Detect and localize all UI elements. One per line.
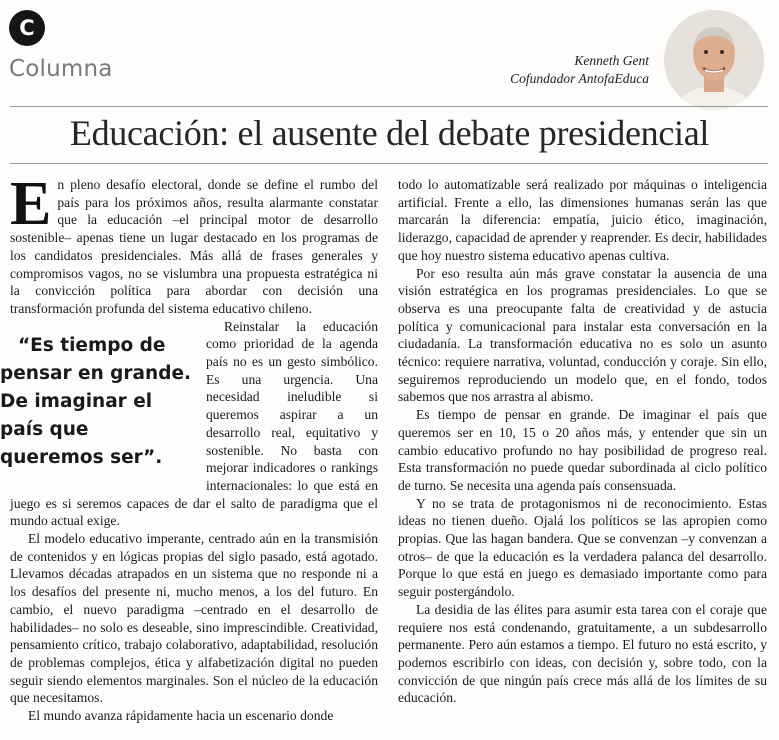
paragraph: todo lo automatizable será realizado por máquinas o inteligencia artificial. Frente a ello, las dimensiones humanas serán las que marcarán la diferencia: empatía, juicio ético, imaginación, liderazgo, capacidad de aprender y reaprender. Es decir, habilidades que hoy nuestro sistema educativo apenas cultiva.	[398, 177, 767, 263]
paragraph: La desidia de las élites para asumir esta tarea con el coraje que requiere nos está condenando, gratuitamente, a un subdesarrollo permanente. Pero aún estamos a tiempo. El futuro no está escrito, y podemos escribirlo con ideas, con decisión y, sobre todo, con la convicción de que ningún país crece más allá de los límites de su educación.	[398, 601, 767, 706]
left-column	[0, 170, 378, 725]
portrait-image	[664, 10, 764, 110]
author-photo	[664, 10, 764, 110]
pull-quote: “Es tiempo de pensar en grande. De imaginar el país que queremos ser”.	[0, 334, 192, 468]
author-role: Cofundador AntofaEduca	[510, 71, 649, 86]
paragraph: Es tiempo de pensar en grande. De imaginar el país que queremos ser en 10, 15 o 20 años más, y entender que sin un cambio educativo profundo no hay posibilidad de progreso real. Esta transformación no puede quedar subordinada al ciclo político de turno. Se necesita una agenda país consensuada.	[398, 407, 767, 493]
section-badge: C	[9, 10, 45, 46]
author-name: Kenneth Gent	[574, 53, 649, 68]
author-byline	[510, 52, 649, 88]
section-label: Columna	[9, 56, 113, 82]
paragraph: El modelo educativo imperante, centrado aún en la transmisión de contenidos y en lógicas propias del siglo pasado, está agotado. Llevamos décadas atrapados en un sistema que no responde ni a los desafíos del presente ni, mucho menos, a los del futuro. En cambio, el nuevo paradigma –centrado en el desarrollo de habilidades– no solo es deseable, sino imprescindible. Creatividad, pensamiento crítico, trabajo colaborativo, adaptabilidad, resolución de problemas complejos, ética y alfabetización digital no pueden seguir siendo elementos marginales. Son el núcleo de la educación que necesitamos.	[10, 531, 378, 706]
paragraph: El mundo avanza rápidamente hacia un escenario donde	[28, 708, 334, 724]
paragraph: Por eso resulta aún más grave constatar la ausencia de una visión estratégica en los programas presidenciales. Lo que se observa es una preocupante falta de creatividad y de astucia política y comunicacional para instalar esta conversación en la ciudadanía. La transformación educativa no es solo un asunto técnico: requiere narrativa, voluntad, conducción y coraje. Sin ello, seguiremos reproduciendo un modelo que, en el fondo, todos sabemos que nos arrastra al abismo.	[398, 265, 767, 405]
paragraph: “Es tiempo de pensar en grande. De imaginar el país que queremos ser”. Reinstalar la educación como prioridad de la agenda país no es un gesto simbólico. Es una urgencia. Una necesidad ineludible si queremos aspirar a un desarrollo real, equitativo y sostenible. No basta con mejorar indicadores o rankings internacionales: lo que está en juego es si seremos capaces de dar el salto de paradigma que el mundo actual exige.	[0, 318, 378, 529]
drop-cap: E	[10, 170, 52, 238]
paragraph: Y no se trata de protagonismos ni de reconocimiento. Estas ideas no tienen dueño. Ojalá los políticos se las apropien como propias. Que las hagan bandera. Que se convenzan –y convenzan a otros– de que la educación es la verdadera palanca del desarrollo. Porque lo que está en juego es demasiado importante como para seguir postergándolo.	[398, 495, 767, 600]
right-column	[398, 176, 767, 707]
headline-rule	[10, 163, 768, 164]
headline: Educación: el ausente del debate presidencial	[69, 113, 710, 153]
header-rule	[10, 106, 768, 107]
paragraph: En pleno desafío electoral, donde se define el rumbo del país para los próximos años, resulta alarmante constatar que la educación –el principal motor de desarrollo sostenible– apenas tiene un lugar destacado en los programas de los candidatos presidenciales. Más allá de frases generales y compromisos vagos, no se vislumbra una propuesta estratégica ni la convicción política para abordar con decisión una transformación profunda del sistema educativo chileno.	[10, 170, 378, 316]
